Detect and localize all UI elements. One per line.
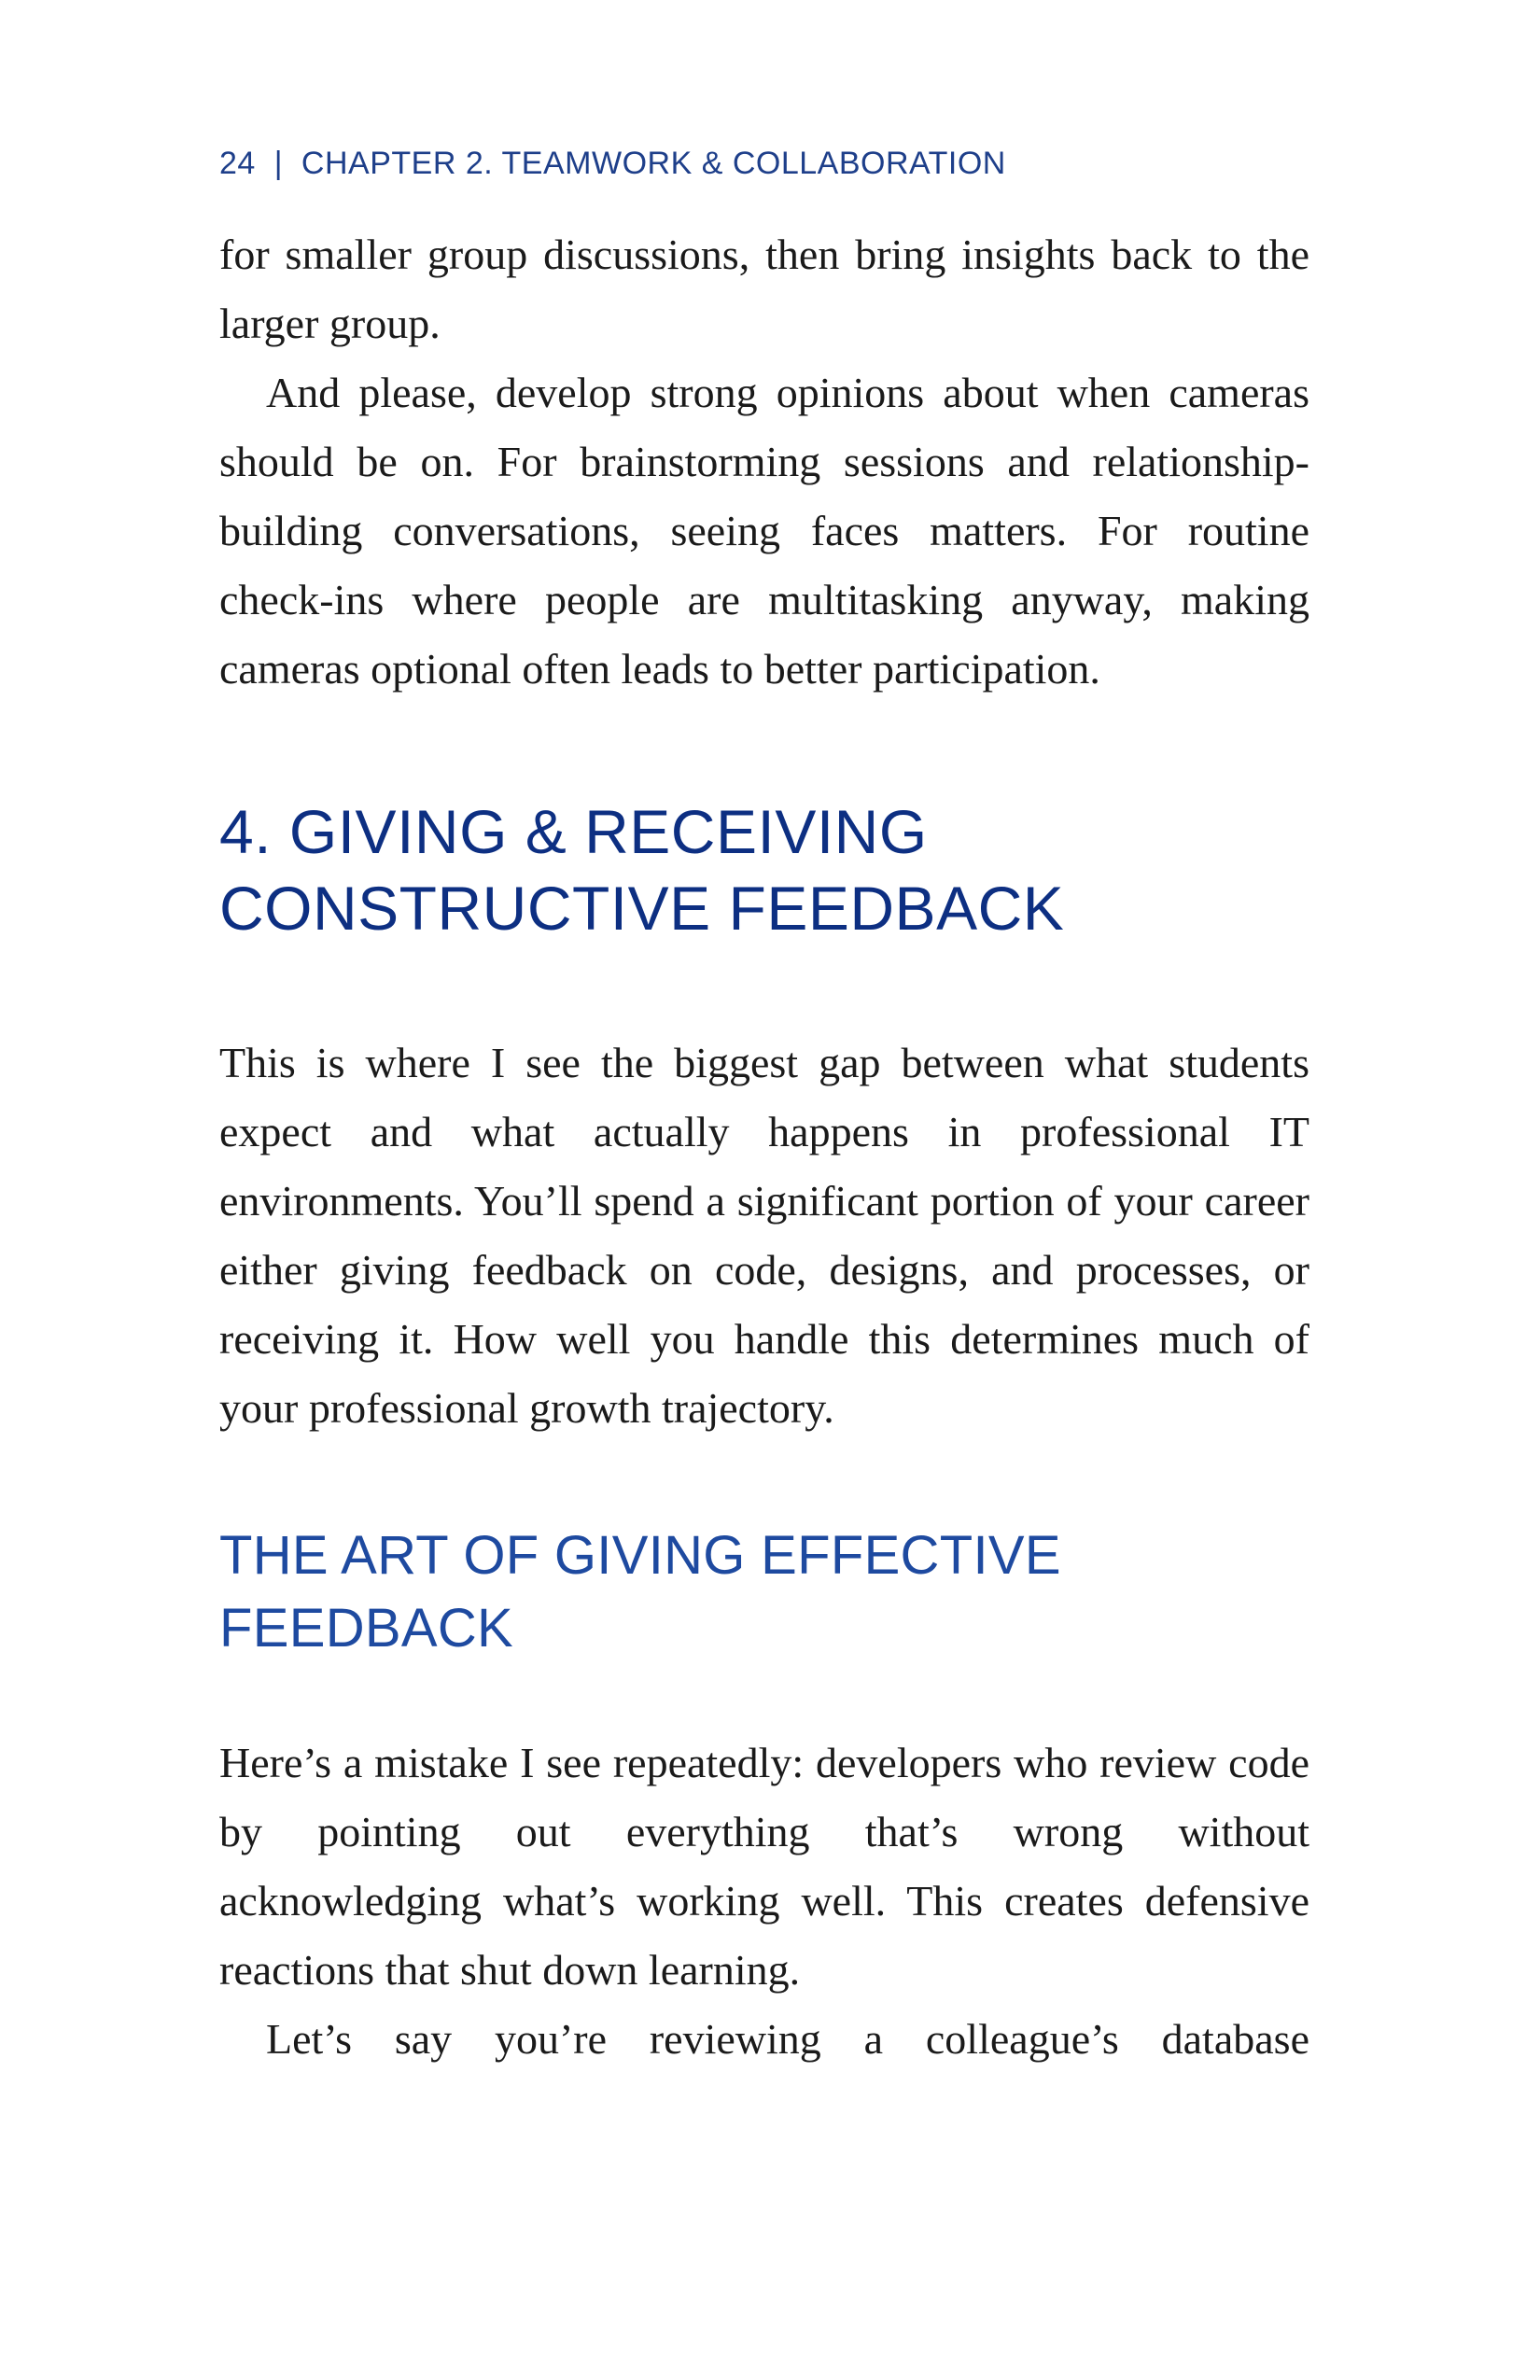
subsection-heading: THE ART OF GIVING EFFECTIVE FEEDBACK [219, 1525, 1061, 1659]
paragraph-database: Let’s say you’re reviewing a colleague’s database [266, 2015, 1309, 2063]
running-head: 24 | CHAPTER 2. TEAMWORK & COLLABORATION [219, 146, 1006, 181]
section-heading: 4. GIVING & RECEIVING CONSTRUCTIVE FEEDBACK [219, 797, 1065, 943]
paragraph-code-review: Here’s a mistake I see repeatedly: developers who review code by pointing out everything that’s wrong without acknowledging what’s working well. This creates defensive reactions that shut down learning. [219, 1739, 1309, 1994]
paragraph-feedback-intro: This is where I see the biggest gap between what students expect and what actually happens in professional IT environments. You’ll spend a significant portion of your career either giving feedback on code, designs, and processes, or receiving it. How well you handle this determines much of your professional growth trajectory. [219, 1039, 1309, 1432]
paragraph-continuation: for smaller group discussions, then bring insights back to the larger group. [219, 231, 1309, 347]
paragraph-cameras: And please, develop strong opinions about when cameras should be on. For brainstorming sessions and relationship-building conversations, seeing faces matters. For routine check-ins where people are multitasking anyway, making cameras optional often leads to better participation. [219, 369, 1309, 693]
